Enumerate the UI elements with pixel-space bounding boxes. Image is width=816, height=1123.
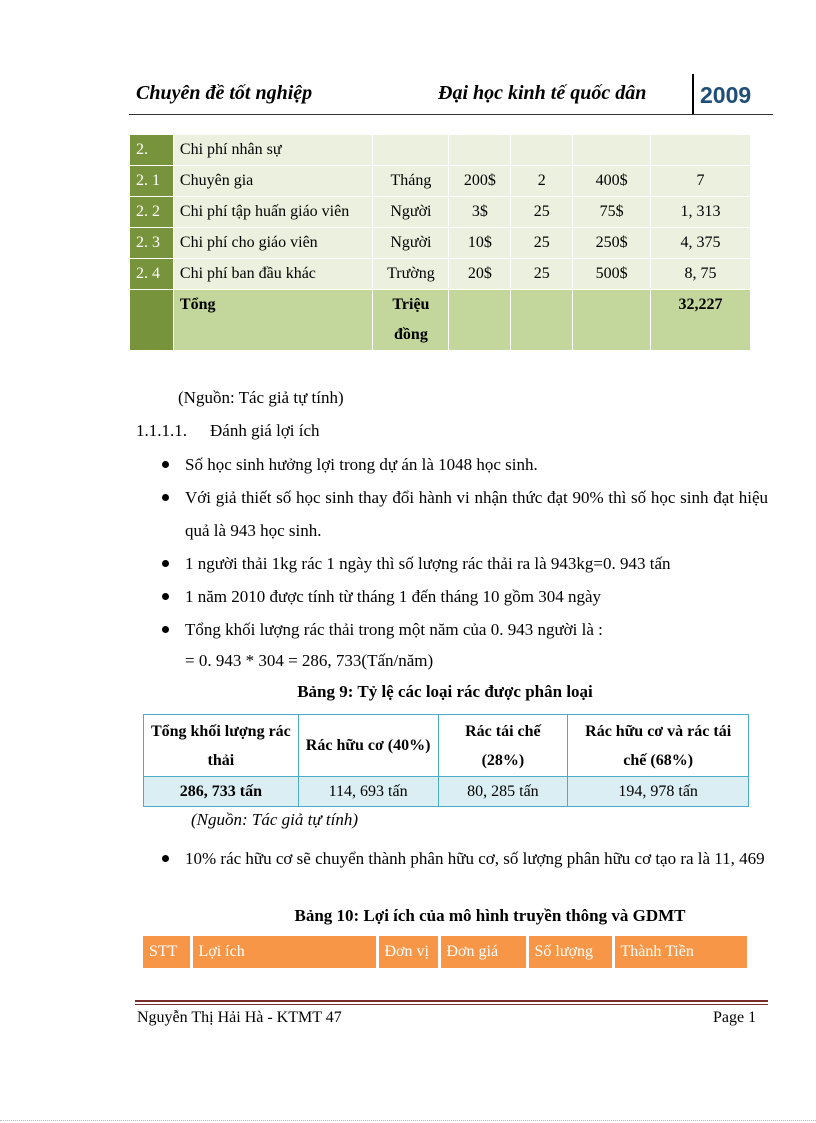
row-qty xyxy=(511,135,573,166)
row-price: 200$ xyxy=(449,166,511,197)
row-amount xyxy=(573,135,651,166)
table-row xyxy=(130,197,751,228)
row-number: 2. 4 xyxy=(130,259,174,290)
column-header: Rác hữu cơ (40%) xyxy=(298,715,438,777)
list-item: 10% rác hữu cơ sẽ chuyển thành phân hữu cơ, số lượng phân hữu cơ tạo ra là 11, 469 xyxy=(158,842,768,875)
row-total: 7 xyxy=(651,166,751,197)
table-row xyxy=(130,135,751,166)
header-university: Đại học kinh tế quốc dân xyxy=(438,82,647,104)
header-divider xyxy=(692,74,694,114)
column-header: Đơn giá xyxy=(439,936,527,968)
table-row xyxy=(144,777,749,807)
total-value: 32,227 xyxy=(651,290,751,351)
column-header: Tổng khối lượng rác thải xyxy=(144,715,299,777)
table-row xyxy=(130,228,751,259)
table-header-row xyxy=(144,715,749,777)
column-header: Số lượng xyxy=(527,936,613,968)
column-header: Lợi ích xyxy=(191,936,377,968)
row-qty: 25 xyxy=(511,197,573,228)
section-title: Đánh giá lợi ích xyxy=(210,421,320,440)
row-price: 20$ xyxy=(449,259,511,290)
row-number: 2. 1 xyxy=(130,166,174,197)
list-item: 1 người thải 1kg rác 1 ngày thì số lượng rác thải ra là 943kg=0. 943 tấn xyxy=(158,547,768,580)
formula: = 0. 943 * 304 = 286, 733(Tấn/năm) xyxy=(185,651,434,670)
source-note: (Nguồn: Tác giả tự tính) xyxy=(178,388,344,407)
table10-caption: Bảng 10: Lợi ích của mô hình truyền thông và GDMT xyxy=(294,906,686,925)
row-number: 2. 3 xyxy=(130,228,174,259)
list-item: Số học sinh hưởng lợi trong dự án là 1048 học sinh. xyxy=(158,448,768,481)
row-number xyxy=(130,290,174,351)
total-row xyxy=(130,290,751,351)
row-amount: 400$ xyxy=(573,166,651,197)
row-item: Chi phí cho giáo viên xyxy=(173,228,373,259)
row-price xyxy=(449,135,511,166)
row-price: 3$ xyxy=(449,197,511,228)
row-item: Chi phí nhân sự xyxy=(173,135,373,166)
row-price: 10$ xyxy=(449,228,511,259)
row-amount: 75$ xyxy=(573,197,651,228)
column-header: Thành Tiền xyxy=(613,936,747,968)
total-label: Tổng xyxy=(173,290,373,351)
row-total: 8, 75 xyxy=(651,259,751,290)
row-item: Chi phí ban đầu khác xyxy=(173,259,373,290)
page-boundary xyxy=(0,1120,816,1121)
benefit-list xyxy=(158,448,768,646)
table-cell: 114, 693 tấn xyxy=(298,777,438,807)
cost-table xyxy=(129,134,751,351)
total-unit: Triệu đồng xyxy=(373,290,449,351)
row-unit: Trường xyxy=(373,259,449,290)
footer-rule xyxy=(135,1000,768,1002)
row-qty: 25 xyxy=(511,228,573,259)
row-total: 4, 375 xyxy=(651,228,751,259)
table-cell: 194, 978 tấn xyxy=(568,777,749,807)
column-header: STT xyxy=(143,936,191,968)
footer-rule xyxy=(135,1004,768,1005)
row-item: Chi phí tập huấn giáo viên xyxy=(173,197,373,228)
waste-table xyxy=(143,714,749,807)
row-number: 2. xyxy=(130,135,174,166)
header-rule xyxy=(129,114,773,115)
page-number: Page 1 xyxy=(713,1009,757,1026)
row-total xyxy=(651,135,751,166)
table-header-row xyxy=(143,936,747,968)
list-item: 1 năm 2010 được tính từ tháng 1 đến tháng 10 gồm 304 ngày xyxy=(158,580,768,613)
row-qty: 25 xyxy=(511,259,573,290)
section-heading xyxy=(136,420,320,442)
table-row xyxy=(130,166,751,197)
row-item: Chuyên gia xyxy=(173,166,373,197)
column-header: Rác tái chế (28%) xyxy=(438,715,568,777)
table-row xyxy=(130,259,751,290)
benefit-table xyxy=(143,936,747,968)
source-note: (Nguồn: Tác giả tự tính) xyxy=(191,810,358,829)
row-number: 2. 2 xyxy=(130,197,174,228)
column-header: Rác hữu cơ và rác tái chế (68%) xyxy=(568,715,749,777)
list-item: Với giả thiết số học sinh thay đổi hành vi nhận thức đạt 90% thì số học sinh đạt hiệu quả là 943 học sinh. xyxy=(158,481,768,547)
table-cell: 80, 285 tấn xyxy=(438,777,568,807)
column-header: Đơn vị xyxy=(377,936,439,968)
compost-list xyxy=(158,842,768,875)
table-cell: 286, 733 tấn xyxy=(144,777,299,807)
table9-caption: Bảng 9: Tỷ lệ các loại rác được phân loại xyxy=(297,682,593,701)
row-total: 1, 313 xyxy=(651,197,751,228)
row-unit: Người xyxy=(373,197,449,228)
row-unit: Tháng xyxy=(373,166,449,197)
row-amount: 250$ xyxy=(573,228,651,259)
row-amount: 500$ xyxy=(573,259,651,290)
footer-author: Nguyễn Thị Hải Hà - KTMT 47 xyxy=(137,1009,342,1026)
header-year: 2009 xyxy=(700,82,752,108)
header-doc-type: Chuyên đề tốt nghiệp xyxy=(136,82,313,104)
list-item: Tổng khối lượng rác thải trong một năm của 0. 943 người là : xyxy=(158,613,768,646)
row-unit xyxy=(373,135,449,166)
section-number: 1.1.1.1. xyxy=(136,421,187,440)
row-unit: Người xyxy=(373,228,449,259)
row-qty: 2 xyxy=(511,166,573,197)
